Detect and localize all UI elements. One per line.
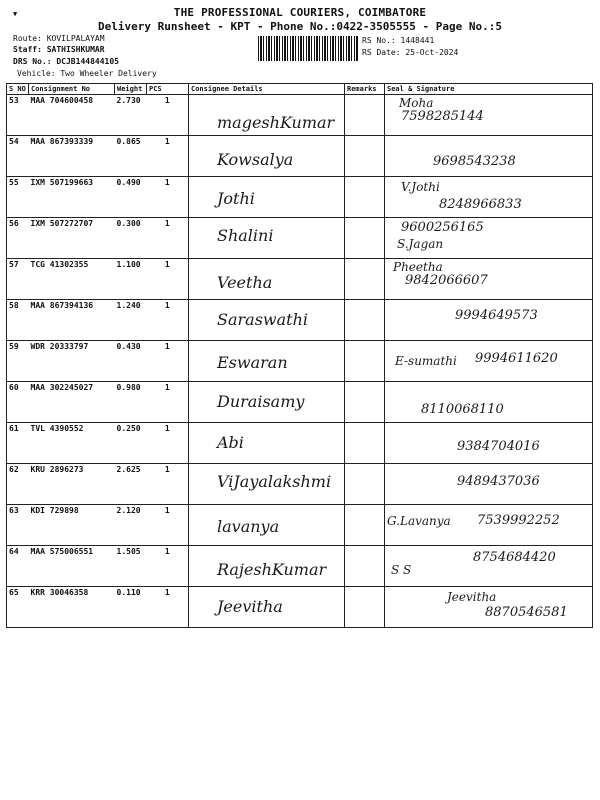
row-sno: 59 <box>7 341 29 382</box>
row-sno: 53 <box>7 95 29 136</box>
signature-phone: 8870546581 <box>485 605 568 620</box>
signature-phone: 8248966833 <box>439 197 522 212</box>
row-sno: 64 <box>7 546 29 587</box>
rs-no-label: RS No.: <box>362 36 396 45</box>
runsheet-title: Delivery Runsheet - KPT - Phone No.:0422-3505555 - Page No.:5 <box>98 20 502 33</box>
signature-cell <box>385 300 593 341</box>
consignee-cell <box>189 546 345 587</box>
row-weight: 2.625 <box>115 464 147 505</box>
row-weight: 1.100 <box>115 259 147 300</box>
signature-text: S S <box>391 563 412 577</box>
staff-line <box>13 45 105 55</box>
table-row <box>7 300 593 341</box>
consignee-name: mageshKumar <box>217 113 335 132</box>
consignee-cell <box>189 136 345 177</box>
consignee-cell <box>189 95 345 136</box>
remarks-cell <box>345 423 385 464</box>
remarks-cell <box>345 300 385 341</box>
table-row <box>7 546 593 587</box>
signature-phone: 8754684420 <box>473 550 556 565</box>
signature-cell <box>385 587 593 628</box>
col-consignee: Consignee Details <box>189 84 345 95</box>
row-weight: 1.240 <box>115 300 147 341</box>
consignee-cell <box>189 423 345 464</box>
remarks-cell <box>345 546 385 587</box>
row-sno: 60 <box>7 382 29 423</box>
table-header-row <box>7 84 593 95</box>
row-consignment-no: IXM 507272707 <box>29 218 115 259</box>
consignee-cell <box>189 505 345 546</box>
signature-cell <box>385 95 593 136</box>
row-pcs: 1 <box>147 341 189 382</box>
col-sno: S NO <box>7 84 29 95</box>
consignee-name: Kowsalya <box>217 150 294 169</box>
runsheet-table <box>6 83 593 628</box>
vehicle-label: Vehicle: <box>17 69 56 78</box>
signature-cell <box>385 382 593 423</box>
remarks-cell <box>345 382 385 423</box>
row-sno: 54 <box>7 136 29 177</box>
table-row <box>7 259 593 300</box>
row-consignment-no: MAA 867394136 <box>29 300 115 341</box>
table-row <box>7 136 593 177</box>
col-weight: Weight <box>115 84 147 95</box>
row-pcs: 1 <box>147 382 189 423</box>
rs-no-value: 1448441 <box>400 36 435 45</box>
signature-cell <box>385 464 593 505</box>
table-row <box>7 218 593 259</box>
table-row <box>7 505 593 546</box>
consignee-name: lavanya <box>217 517 280 536</box>
row-consignment-no: KDI 729898 <box>29 505 115 546</box>
row-pcs: 1 <box>147 177 189 218</box>
signature-phone: 9994611620 <box>475 351 558 366</box>
signature-text: G.Lavanya <box>387 514 451 528</box>
signature-phone: 8110068110 <box>421 402 504 417</box>
signature-text: V.Jothi <box>401 180 440 194</box>
signature-phone: 9600256165 <box>401 220 484 235</box>
row-weight: 0.250 <box>115 423 147 464</box>
row-consignment-no: TVL 4390552 <box>29 423 115 464</box>
signature-cell <box>385 546 593 587</box>
row-weight: 0.980 <box>115 382 147 423</box>
row-consignment-no: MAA 704600458 <box>29 95 115 136</box>
consignee-cell <box>189 341 345 382</box>
row-sno: 55 <box>7 177 29 218</box>
consignee-name: Jothi <box>217 189 255 208</box>
consignee-cell <box>189 177 345 218</box>
row-pcs: 1 <box>147 505 189 546</box>
col-consignment: Consignment No <box>29 84 115 95</box>
signature-text: Moha <box>399 96 434 110</box>
barcode <box>258 36 358 61</box>
vehicle-line <box>17 69 157 79</box>
signature-cell <box>385 259 593 300</box>
consignee-name: RajeshKumar <box>217 560 327 579</box>
staff-label: Staff: <box>13 45 42 54</box>
signature-text: Jeevitha <box>447 590 497 604</box>
consignee-name: Saraswathi <box>217 310 308 329</box>
row-pcs: 1 <box>147 546 189 587</box>
consignee-cell <box>189 300 345 341</box>
route-line <box>13 34 105 44</box>
table-row <box>7 341 593 382</box>
table-row <box>7 177 593 218</box>
signature-phone: 9842066607 <box>405 273 488 288</box>
row-weight: 1.505 <box>115 546 147 587</box>
row-consignment-no: TCG 41302355 <box>29 259 115 300</box>
remarks-cell <box>345 136 385 177</box>
row-consignment-no: KRU 2896273 <box>29 464 115 505</box>
row-pcs: 1 <box>147 218 189 259</box>
table-row <box>7 382 593 423</box>
table-row <box>7 587 593 628</box>
signature-cell <box>385 218 593 259</box>
signature-phone: 7598285144 <box>401 109 484 124</box>
row-sno: 57 <box>7 259 29 300</box>
table-row <box>7 423 593 464</box>
table-row <box>7 464 593 505</box>
remarks-cell <box>345 464 385 505</box>
row-consignment-no: MAA 867393339 <box>29 136 115 177</box>
row-pcs: 1 <box>147 95 189 136</box>
consignee-name: Duraisamy <box>217 392 305 411</box>
row-sno: 58 <box>7 300 29 341</box>
route-label: Route: <box>13 34 42 43</box>
row-consignment-no: WDR 20333797 <box>29 341 115 382</box>
signature-cell <box>385 341 593 382</box>
remarks-cell <box>345 505 385 546</box>
row-pcs: 1 <box>147 464 189 505</box>
consignee-cell <box>189 587 345 628</box>
drs-value: DCJB144844105 <box>56 57 119 66</box>
signature-phone: 9489437036 <box>457 474 540 489</box>
signature-phone: 9384704016 <box>457 439 540 454</box>
row-pcs: 1 <box>147 259 189 300</box>
consignee-name: Shalini <box>217 226 274 245</box>
remarks-cell <box>345 177 385 218</box>
col-signature: Seal & Signature <box>385 84 593 95</box>
rs-date-label: RS Date: <box>362 48 401 57</box>
row-consignment-no: IXM 507199663 <box>29 177 115 218</box>
consignee-cell <box>189 218 345 259</box>
consignee-cell <box>189 382 345 423</box>
signature-phone: 9698543238 <box>433 154 516 169</box>
row-weight: 0.490 <box>115 177 147 218</box>
rs-date-line <box>362 48 458 58</box>
signature-cell <box>385 423 593 464</box>
consignee-name: ViJayalakshmi <box>217 472 332 491</box>
row-pcs: 1 <box>147 587 189 628</box>
staff-value: SATHISHKUMAR <box>46 45 105 54</box>
row-pcs: 1 <box>147 423 189 464</box>
signature-cell <box>385 505 593 546</box>
rs-no-line <box>362 36 434 46</box>
route-value: KOVILPALAYAM <box>46 34 105 43</box>
row-pcs: 1 <box>147 136 189 177</box>
signature-phone: 9994649573 <box>455 308 538 323</box>
row-sno: 56 <box>7 218 29 259</box>
row-sno: 61 <box>7 423 29 464</box>
consignee-name: Eswaran <box>217 353 288 372</box>
rs-date-value: 25-Oct-2024 <box>405 48 459 57</box>
row-weight: 0.300 <box>115 218 147 259</box>
remarks-cell <box>345 587 385 628</box>
remarks-cell <box>345 218 385 259</box>
row-sno: 62 <box>7 464 29 505</box>
signature-phone: 7539992252 <box>477 513 560 528</box>
consignee-name: Abi <box>217 433 244 452</box>
row-weight: 0.110 <box>115 587 147 628</box>
consignee-cell <box>189 464 345 505</box>
row-sno: 65 <box>7 587 29 628</box>
drs-label: DRS No.: <box>13 57 52 66</box>
drs-line <box>13 57 119 67</box>
consignee-name: Jeevitha <box>217 597 283 616</box>
remarks-cell <box>345 95 385 136</box>
row-sno: 63 <box>7 505 29 546</box>
table-row <box>7 95 593 136</box>
row-consignment-no: KRR 30046358 <box>29 587 115 628</box>
signature-text: Pheetha <box>393 260 443 274</box>
vehicle-value: Two Wheeler Delivery <box>60 69 157 78</box>
row-consignment-no: MAA 302245027 <box>29 382 115 423</box>
row-weight: 2.730 <box>115 95 147 136</box>
signature-cell <box>385 136 593 177</box>
signature-text: S.Jagan <box>397 237 444 251</box>
consignee-cell <box>189 259 345 300</box>
consignee-name: Veetha <box>217 273 273 292</box>
row-weight: 0.865 <box>115 136 147 177</box>
corner-mark: ▼ <box>13 10 18 18</box>
remarks-cell <box>345 259 385 300</box>
signature-text: E-sumathi <box>395 354 457 368</box>
row-weight: 2.120 <box>115 505 147 546</box>
row-pcs: 1 <box>147 300 189 341</box>
company-title: THE PROFESSIONAL COURIERS, COIMBATORE <box>173 6 427 19</box>
signature-cell <box>385 177 593 218</box>
remarks-cell <box>345 341 385 382</box>
row-weight: 0.430 <box>115 341 147 382</box>
col-remarks: Remarks <box>345 84 385 95</box>
col-pcs: PCS <box>147 84 189 95</box>
row-consignment-no: MAA 575006551 <box>29 546 115 587</box>
